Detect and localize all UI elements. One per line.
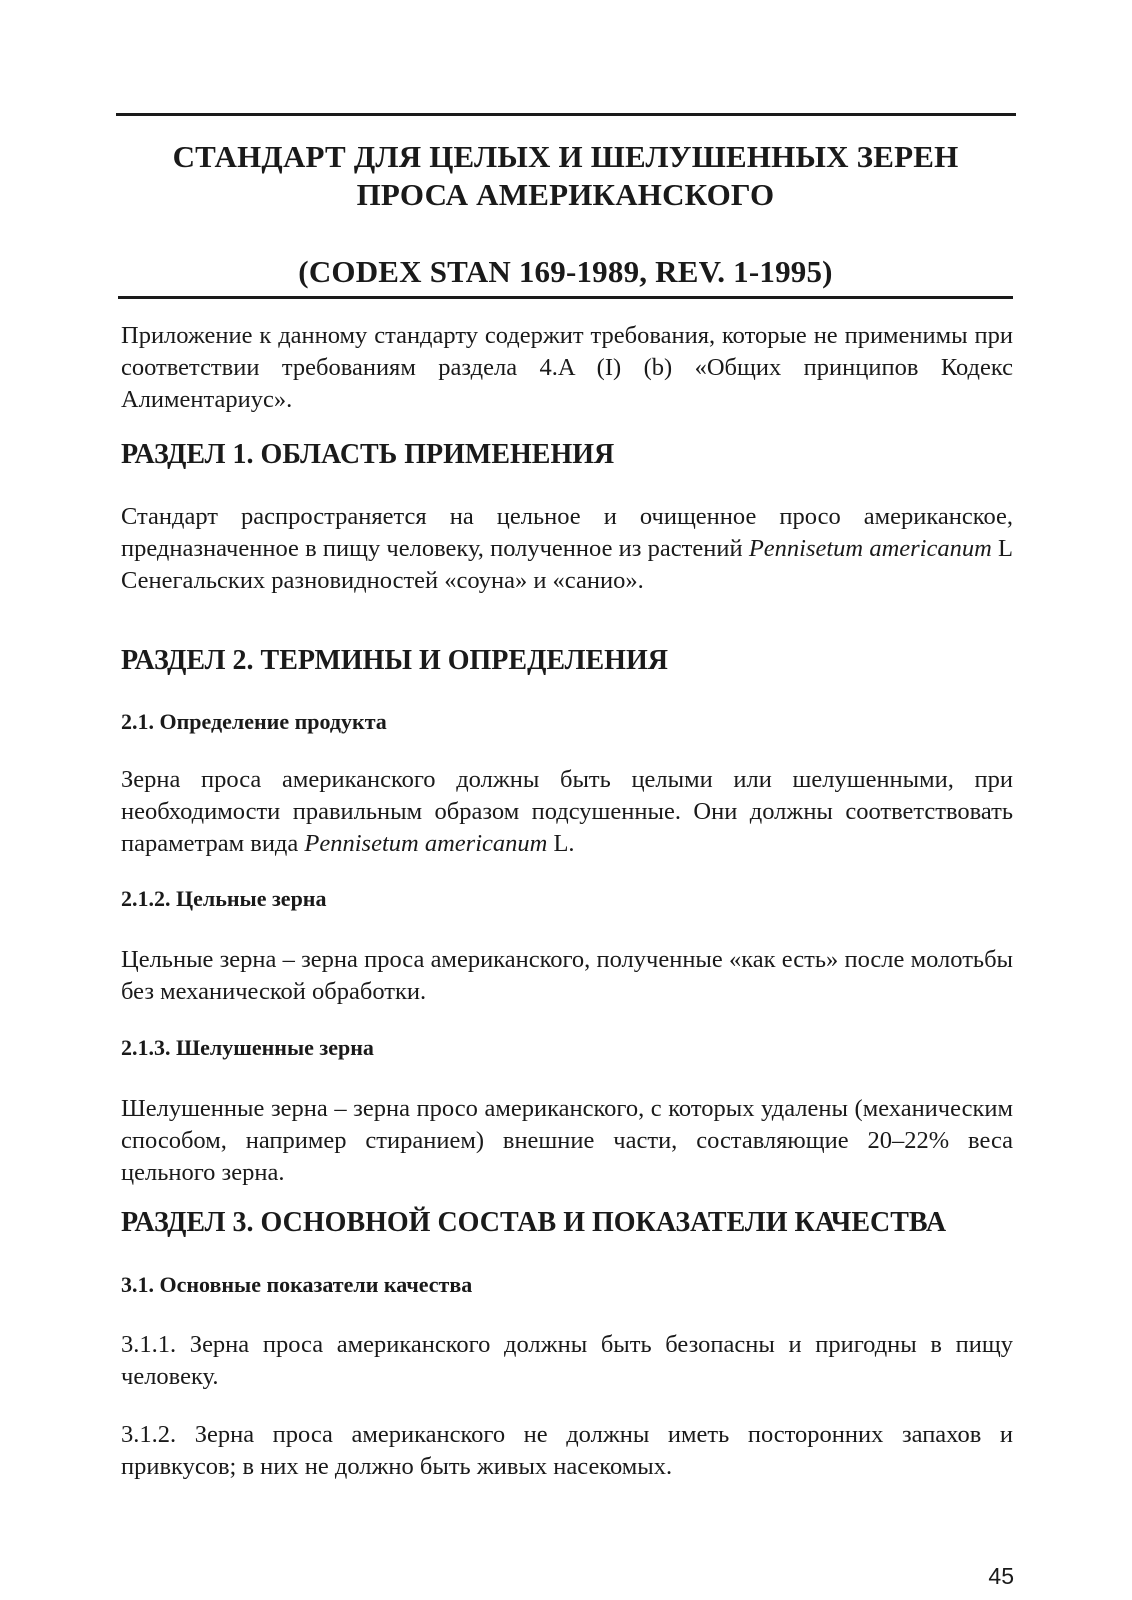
subsection-2-1-text-end: L.	[553, 830, 575, 857]
section-1-heading: РАЗДЕЛ 1. ОБЛАСТЬ ПРИМЕНЕНИЯ	[121, 439, 615, 470]
top-rule	[116, 113, 1016, 116]
section-3-heading: РАЗДЕЛ 3. ОСНОВНОЙ СОСТАВ И ПОКАЗАТЕЛИ КАЧЕСТВА	[121, 1207, 947, 1238]
subsection-2-1-2-heading	[121, 885, 1013, 913]
subsection-title: Цельные зерна	[176, 886, 327, 911]
subsection-2-1-3-heading	[121, 1034, 1013, 1062]
subsection-number: 2.1.2.	[121, 886, 171, 911]
subsection-number: 2.1.3.	[121, 1035, 171, 1060]
document-title	[119, 138, 1012, 214]
title-line-1: СТАНДАРТ ДЛЯ ЦЕЛЫХ И ШЕЛУШЕННЫХ ЗЕРЕН	[172, 139, 959, 174]
subsection-2-1-text-start: Зерна проса американского должны быть целыми или шелушенными, при необходимости правильным образом подсушенные. Они должны соответствовать параметрам вида	[121, 766, 1013, 857]
standard-code: (CODEX STAN 169-1989, REV. 1-1995)	[298, 254, 833, 289]
subsection-3-1-heading: 3.1. Основные показатели качества	[121, 1272, 473, 1297]
subsection-2-1-3-paragraph: Шелушенные зерна – зерна просо американского, с которых удалены (механическим способом, например стиранием) внешние части, составляющие 20–22% веса цельного зерна.	[121, 1095, 1013, 1186]
paragraph-3-1-1: 3.1.1. Зерна проса американского должны быть безопасны и пригодны в пищу человеку.	[121, 1331, 1013, 1390]
paragraph-3-1-2: 3.1.2. Зерна проса американского не должны иметь посторонних запахов и привкусов; в них не должно быть живых насекомых.	[121, 1421, 1013, 1480]
section-1-text-end: L Сенегальских разновидностей «соуна» и «санио».	[121, 535, 1013, 594]
species-name: Pennisetum americanum	[304, 830, 548, 857]
section-1-paragraph	[121, 501, 1013, 597]
title-bottom-rule	[118, 296, 1013, 299]
page-number: 45	[988, 1563, 1014, 1589]
subsection-2-1-paragraph	[121, 764, 1013, 860]
subsection-2-1-heading: 2.1. Определение продукта	[121, 709, 387, 734]
title-line-2: ПРОСА АМЕРИКАНСКОГО	[356, 177, 775, 212]
species-name: Pennisetum americanum	[748, 535, 992, 562]
subsection-title: Шелушенные зерна	[176, 1035, 374, 1060]
section-2-heading: РАЗДЕЛ 2. ТЕРМИНЫ И ОПРЕДЕЛЕНИЯ	[121, 645, 668, 676]
subsection-2-1-2-paragraph: Цельные зерна – зерна проса американского, полученные «как есть» после молотьбы без механической обработки.	[121, 946, 1013, 1005]
section-1-text-start: Стандарт распространяется на цельное и очищенное просо американское, предназначенное в пищу человеку, полученное из растений	[121, 503, 1013, 562]
intro-paragraph: Приложение к данному стандарту содержит требования, которые не применимы при соответствии требованиям раздела 4.A (I) (b) «Общих принципов Кодекс Алиментариус».	[121, 322, 1013, 413]
